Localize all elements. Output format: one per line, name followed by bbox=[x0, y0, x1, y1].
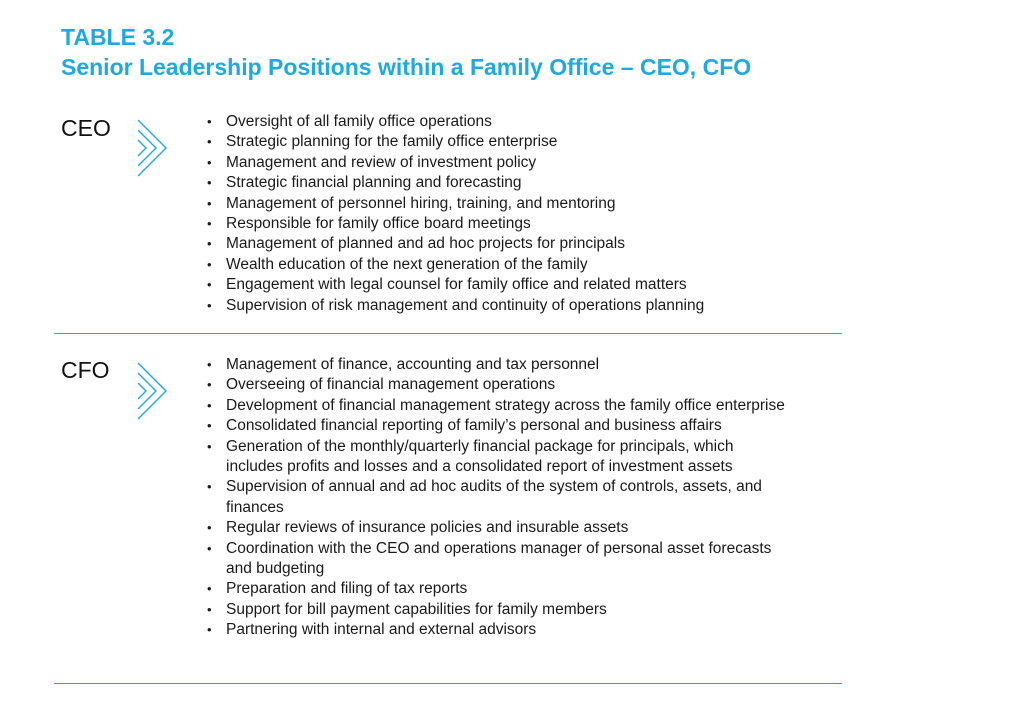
list-item: • Overseeing of financial management operations bbox=[206, 375, 786, 395]
list-item: • Strategic planning for the family office enterprise bbox=[206, 132, 826, 152]
ceo-section bbox=[54, 112, 842, 322]
list-item: • Management of finance, accounting and tax personnel bbox=[206, 355, 786, 375]
table-header bbox=[61, 22, 751, 82]
table-label: TABLE 3.2 bbox=[61, 24, 175, 50]
section-divider bbox=[54, 683, 842, 684]
double-chevron-right-icon bbox=[136, 118, 174, 178]
cfo-responsibilities-list bbox=[206, 355, 786, 641]
list-item: • Support for bill payment capabilities for family members bbox=[206, 600, 786, 620]
list-item: • Partnering with internal and external advisors bbox=[206, 620, 786, 640]
list-item: • Generation of the monthly/quarterly financial package for principals, which includes profits and losses and a consolidated report of investment assets bbox=[206, 437, 786, 478]
section-divider bbox=[54, 333, 842, 334]
list-item: • Preparation and filing of tax reports bbox=[206, 579, 786, 599]
role-label-ceo: CEO bbox=[61, 115, 111, 141]
list-item: • Supervision of annual and ad hoc audits of the system of controls, assets, and finances bbox=[206, 477, 786, 518]
list-item: • Wealth education of the next generation of the family bbox=[206, 255, 826, 275]
cfo-section bbox=[54, 355, 842, 665]
list-item: • Responsible for family office board meetings bbox=[206, 214, 826, 234]
double-chevron-right-icon bbox=[136, 361, 174, 421]
list-item: • Regular reviews of insurance policies and insurable assets bbox=[206, 518, 786, 538]
table-title: Senior Leadership Positions within a Family Office – CEO, CFO bbox=[61, 54, 752, 80]
list-item: • Consolidated financial reporting of family’s personal and business affairs bbox=[206, 416, 786, 436]
list-item: • Development of financial management strategy across the family office enterprise bbox=[206, 396, 786, 416]
list-item: • Oversight of all family office operations bbox=[206, 112, 826, 132]
list-item: • Management and review of investment policy bbox=[206, 153, 826, 173]
list-item: • Engagement with legal counsel for family office and related matters bbox=[206, 275, 826, 295]
ceo-responsibilities-list bbox=[206, 112, 826, 316]
role-label-cfo: CFO bbox=[61, 357, 110, 383]
list-item: • Management of planned and ad hoc projects for principals bbox=[206, 234, 826, 254]
list-item: • Coordination with the CEO and operations manager of personal asset forecasts and budgeting bbox=[206, 539, 786, 580]
list-item: • Management of personnel hiring, training, and mentoring bbox=[206, 194, 826, 214]
list-item: • Supervision of risk management and continuity of operations planning bbox=[206, 296, 826, 316]
list-item: • Strategic financial planning and forecasting bbox=[206, 173, 826, 193]
